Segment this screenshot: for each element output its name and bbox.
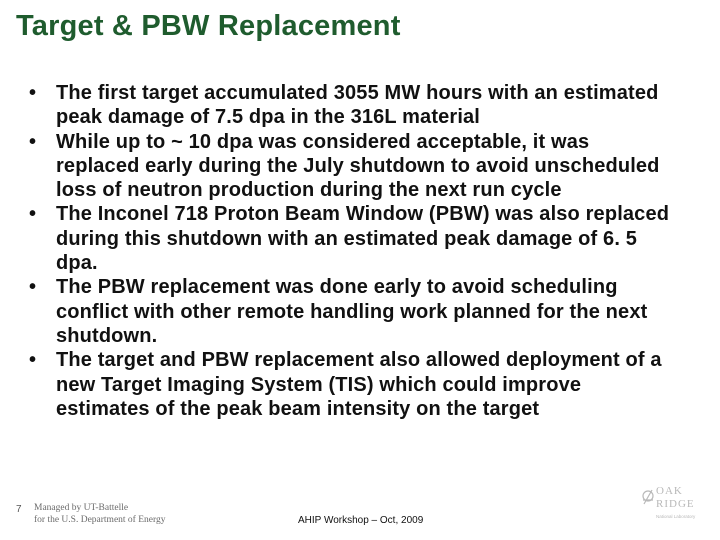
slide-title: Target & PBW Replacement [16,10,401,42]
bullet-dot-icon: • [29,203,37,226]
bullet-dot-icon: • [29,276,37,299]
bullet-item [26,130,676,203]
svg-text:OAK: OAK [656,485,683,497]
bullet-text: While up to ~ 10 dpa was considered acceptable, it was replaced early during the July shutdown to avoid unscheduled loss of neutron production during the next run cycle [56,130,660,202]
bullet-item [26,81,676,130]
footer-managed-line1: Managed by UT-Battelle [34,503,129,513]
bullet-item [26,202,676,275]
bullet-dot-icon: • [29,130,37,153]
footer-event: AHIP Workshop – Oct, 2009 [298,515,424,526]
bullet-text: The Inconel 718 Proton Beam Window (PBW) was also replaced during this shutdown with an estimated peak damage of 6. 5 dpa. [56,203,670,275]
bullet-text: The PBW replacement was done early to avoid scheduling conflict with other remote handling work planned for the next shutdown. [56,276,648,347]
bullet-dot-icon: • [29,349,37,372]
bullet-text: The first target accumulated 3055 MW hours with an estimated peak damage of 7.5 dpa in the 316L material [56,82,659,129]
svg-text:National Laboratory: National Laboratory [656,514,696,519]
bullet-list [26,81,676,421]
bullet-dot-icon: • [29,82,37,104]
bullet-text: The target and PBW replacement also allowed deployment of a new Target Imaging System (TIS) which could improve estimates of the peak beam intensity on the target [56,349,662,420]
footer-managed-by [34,502,165,526]
bullet-item [26,275,676,348]
footer-managed-line2: for the U.S. Department of Energy [34,515,166,525]
oak-ridge-logo-icon [640,482,702,522]
bullet-item [26,348,676,421]
page-number: 7 [16,504,22,515]
svg-text:RIDGE: RIDGE [656,498,695,510]
